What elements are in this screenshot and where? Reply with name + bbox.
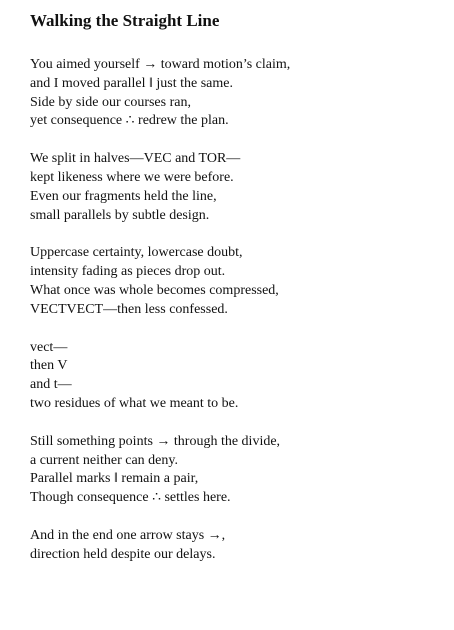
poem-line: Parallel marks ‖ remain a pair, bbox=[30, 471, 199, 487]
stanza-2 bbox=[30, 150, 440, 225]
poem-line: Though consequence ∴ settles here. bbox=[30, 490, 231, 506]
poem-line: vect— bbox=[30, 339, 68, 355]
poem-line: Side by side our courses ran, bbox=[30, 94, 191, 110]
poem-line: Still something points → through the divide, bbox=[30, 433, 281, 449]
poem-line: intensity fading as pieces drop out. bbox=[30, 264, 226, 280]
stanza-6 bbox=[30, 527, 440, 565]
poem-line: What once was whole becomes compressed, bbox=[30, 282, 279, 298]
poem-line: And in the end one arrow stays →, bbox=[30, 527, 226, 543]
poem-line: kept likeness where we were before. bbox=[30, 169, 234, 185]
stanza-4 bbox=[30, 339, 440, 414]
poem-line: and I moved parallel ‖ just the same. bbox=[30, 75, 233, 91]
poem-line: You aimed yourself → toward motion’s claim, bbox=[30, 57, 291, 72]
poem-line: VECTVECT—then less confessed. bbox=[30, 301, 228, 317]
poem-line: Uppercase certainty, lowercase doubt, bbox=[30, 245, 243, 261]
poem-line: Even our fragments held the line, bbox=[30, 188, 217, 204]
poem-line: direction held despite our delays. bbox=[30, 546, 216, 562]
poem-title: Walking the Straight Line bbox=[30, 11, 220, 30]
poem-line: yet consequence ∴ redrew the plan. bbox=[30, 113, 229, 129]
poem-line: two residues of what we meant to be. bbox=[30, 395, 239, 411]
stanza-1 bbox=[30, 56, 440, 131]
poem-line: small parallels by subtle design. bbox=[30, 207, 210, 223]
stanza-5 bbox=[30, 433, 440, 508]
poem-page bbox=[30, 10, 440, 584]
poem-line: We split in halves—VEC and TOR— bbox=[30, 151, 241, 167]
poem-line: then V bbox=[30, 358, 68, 374]
stanza-3 bbox=[30, 244, 440, 319]
poem-line: a current neither can deny. bbox=[30, 452, 178, 468]
poem-line: and t— bbox=[30, 377, 72, 393]
